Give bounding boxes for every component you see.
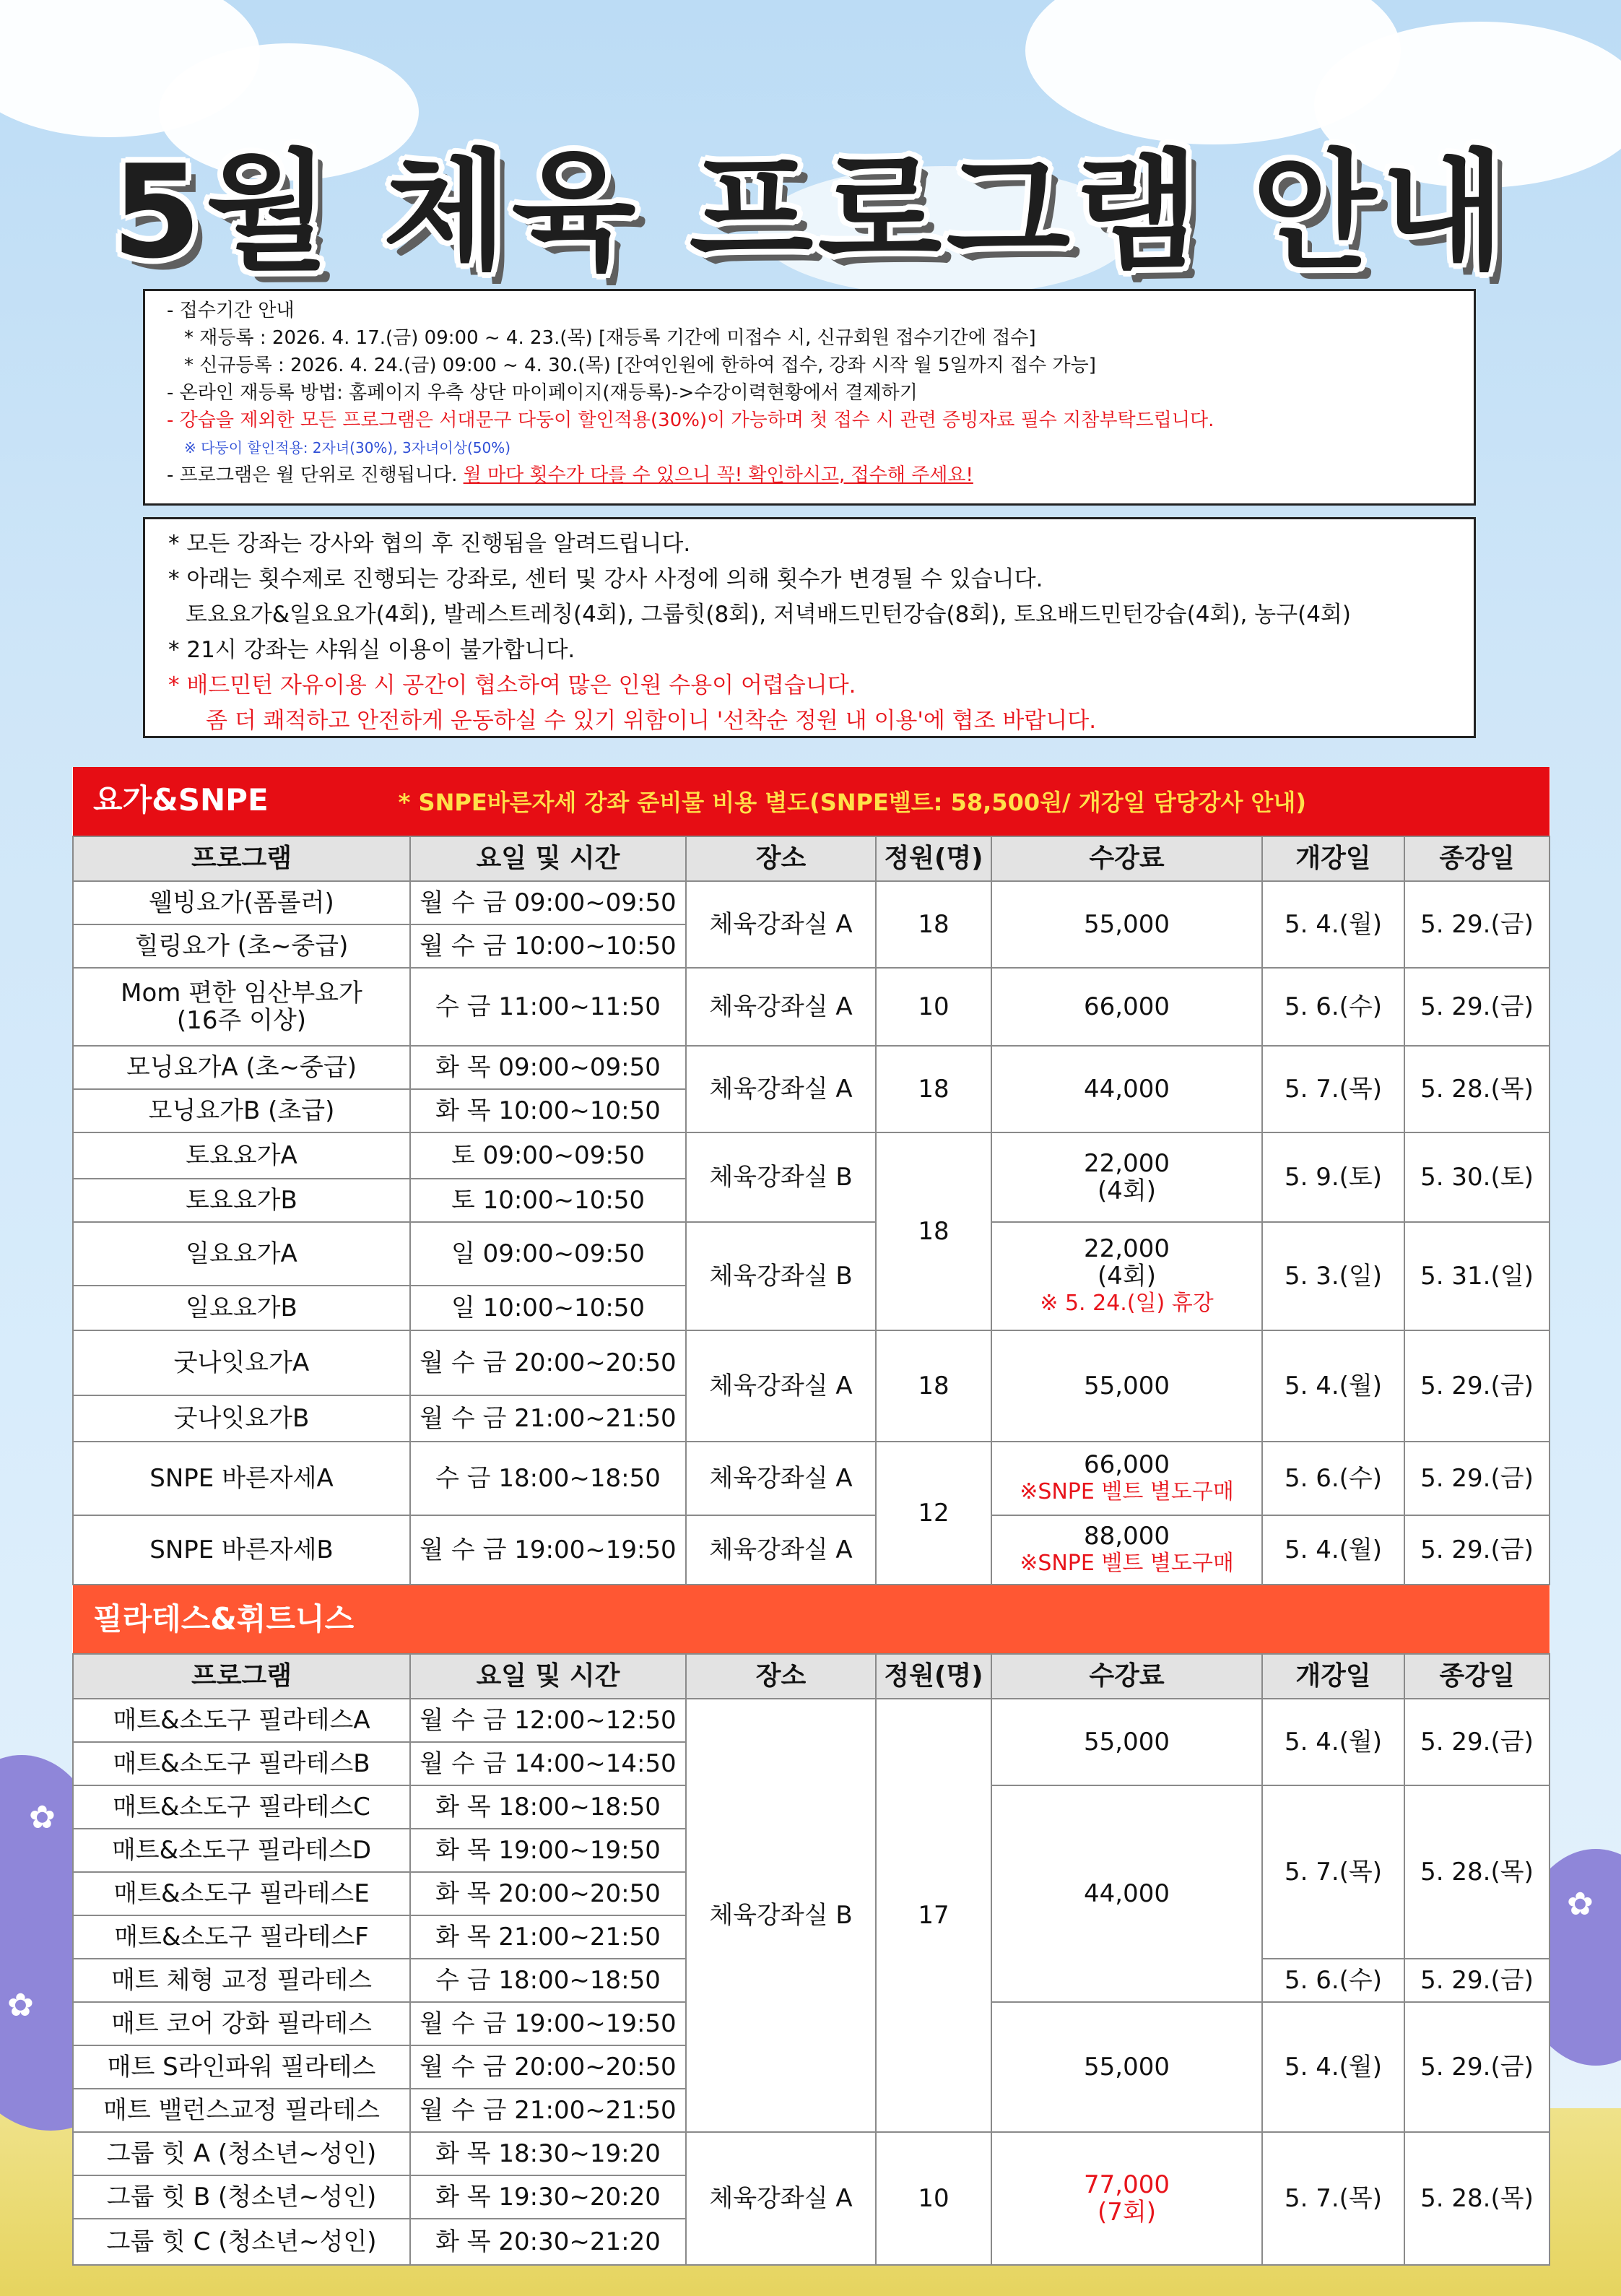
place: 체육강좌실 B <box>686 1699 876 2132</box>
place: 체육강좌실 A <box>686 1515 876 1585</box>
program-name: 매트 체형 교정 필라테스 <box>73 1959 410 2002</box>
column-header: 요일 및 시간 <box>410 836 686 881</box>
flower-icon: ✿ <box>29 1799 56 1836</box>
program-name: 일요요가B <box>73 1286 410 1330</box>
program-notice <box>143 517 1476 738</box>
fee <box>991 1515 1262 1585</box>
end-date: 5. 29.(금) <box>1404 1330 1550 1442</box>
start-date: 5. 7.(목) <box>1262 1785 1404 1959</box>
table-row <box>73 968 1550 1046</box>
fee: 55,000 <box>991 881 1262 968</box>
capacity: 17 <box>876 1699 991 2132</box>
start-date: 5. 3.(일) <box>1262 1222 1404 1330</box>
program-name: 일요요가A <box>73 1222 410 1286</box>
place: 체육강좌실 B <box>686 1222 876 1330</box>
column-header: 개강일 <box>1262 1654 1404 1699</box>
schedule-table <box>72 767 1550 2266</box>
flower-icon: ✿ <box>1567 1886 1594 1923</box>
fee-note: ※SNPE 벨트 별도구매 <box>1020 1479 1234 1504</box>
program-name: 매트&소도구 필라테스F <box>73 1915 410 1959</box>
end-date: 5. 29.(금) <box>1404 2002 1550 2132</box>
registration-notice <box>143 289 1476 506</box>
program-name: 굿나잇요가A <box>73 1330 410 1395</box>
end-date: 5. 28.(목) <box>1404 1785 1550 1959</box>
notice-line: * 아래는 횟수제로 진행되는 강좌로, 센터 및 강사 사정에 의해 횟수가 변경될 수 있습니다. <box>168 566 1043 592</box>
table-row <box>73 2132 1550 2175</box>
fee-line: 66,000 <box>1084 1450 1170 1479</box>
program-name: 그룹 힛 C (청소년~성인) <box>73 2219 410 2265</box>
schedule-time: 화 목 18:00~18:50 <box>410 1785 686 1829</box>
program-name: 매트&소도구 필라테스C <box>73 1785 410 1829</box>
start-date: 5. 6.(수) <box>1262 1959 1404 2002</box>
program-name: 모닝요가B (초급) <box>73 1089 410 1132</box>
schedule-time: 수 금 18:00~18:50 <box>410 1442 686 1515</box>
schedule-time: 월 수 금 19:00~19:50 <box>410 1515 686 1585</box>
end-date: 5. 28.(목) <box>1404 2132 1550 2265</box>
start-date: 5. 4.(월) <box>1262 1699 1404 1785</box>
fee-line: 22,000 <box>1084 1234 1170 1263</box>
place: 체육강좌실 A <box>686 1046 876 1132</box>
program-name: 힐링요가 (초~중급) <box>73 924 410 968</box>
program-name: 매트 코어 강화 필라테스 <box>73 2002 410 2045</box>
schedule-time: 월 수 금 12:00~12:50 <box>410 1699 686 1742</box>
program-name <box>73 968 410 1046</box>
program-name: 매트&소도구 필라테스B <box>73 1742 410 1785</box>
table-header-row <box>73 836 1550 881</box>
notice-highlight: 월 마다 횟수가 다를 수 있으니 꼭! 확인하시고, 접수해 주세요! <box>463 464 973 486</box>
column-header: 프로그램 <box>73 836 410 881</box>
fee-line: 88,000 <box>1084 1522 1170 1551</box>
notice-line <box>167 462 1452 489</box>
notice-line: * 재등록 : 2026. 4. 17.(금) 09:00 ~ 4. 23.(목) [재등록 기간에 미접수 시, 신규회원 접수기간에 접수] <box>184 327 1036 349</box>
fee: 66,000 <box>991 968 1262 1046</box>
section-title: 요가&SNPE <box>93 782 269 818</box>
table-row <box>73 1699 1550 1742</box>
column-header: 종강일 <box>1404 1654 1550 1699</box>
table-row <box>73 1515 1550 1585</box>
program-name: 그룹 힛 B (청소년~성인) <box>73 2175 410 2219</box>
start-date: 5. 4.(월) <box>1262 2002 1404 2132</box>
table-row <box>73 1442 1550 1515</box>
start-date: 5. 7.(목) <box>1262 2132 1404 2265</box>
fee <box>991 2132 1262 2265</box>
table-row <box>73 881 1550 924</box>
fee-line: (4회) <box>1097 1177 1156 1205</box>
fee: 55,000 <box>991 2002 1262 2132</box>
column-header: 장소 <box>686 836 876 881</box>
end-date: 5. 31.(일) <box>1404 1222 1550 1330</box>
program-name: 매트 밸런스교정 필라테스 <box>73 2089 410 2132</box>
column-header: 개강일 <box>1262 836 1404 881</box>
program-name: 웰빙요가(폼롤러) <box>73 881 410 924</box>
schedule-time: 화 목 19:30~20:20 <box>410 2175 686 2219</box>
fee <box>991 1222 1262 1330</box>
notice-line: * 모든 강좌는 강사와 협의 후 진행됨을 알려드립니다. <box>168 531 691 557</box>
program-name-line: Mom 편한 임산부요가 <box>121 979 362 1008</box>
capacity: 18 <box>876 1132 991 1330</box>
program-name: 매트&소도구 필라테스A <box>73 1699 410 1742</box>
fee <box>991 1442 1262 1515</box>
place: 체육강좌실 A <box>686 1442 876 1515</box>
program-name: 매트 S라인파워 필라테스 <box>73 2045 410 2089</box>
column-header: 프로그램 <box>73 1654 410 1699</box>
schedule-time: 화 목 21:00~21:50 <box>410 1915 686 1959</box>
fee-line: (4회) <box>1097 1262 1156 1291</box>
capacity: 18 <box>876 881 991 968</box>
end-date: 5. 30.(토) <box>1404 1132 1550 1222</box>
start-date: 5. 7.(목) <box>1262 1046 1404 1132</box>
schedule-time: 화 목 20:30~21:20 <box>410 2219 686 2265</box>
place: 체육강좌실 A <box>686 2132 876 2265</box>
column-header: 정원(명) <box>876 836 991 881</box>
end-date: 5. 29.(금) <box>1404 968 1550 1046</box>
notice-line: * 신규등록 : 2026. 4. 24.(금) 09:00 ~ 4. 30.(목) [잔여인원에 한하여 접수, 강좌 시작 월 5일까지 접수 가능] <box>184 355 1096 376</box>
program-name: 매트&소도구 필라테스E <box>73 1872 410 1915</box>
schedule-time: 토 10:00~10:50 <box>410 1179 686 1222</box>
notice-line: * 21시 강좌는 샤워실 이용이 불가합니다. <box>168 637 575 663</box>
schedule-time: 토 09:00~09:50 <box>410 1132 686 1179</box>
notice-line: 토요요가&일요요가(4회), 발레스트레칭(4회), 그룹힛(8회), 저녁배드민턴강습(8회), 토요배드민턴강습(4회), 농구(4회) <box>186 602 1351 628</box>
end-date: 5. 29.(금) <box>1404 1959 1550 2002</box>
start-date: 5. 9.(토) <box>1262 1132 1404 1222</box>
column-header: 장소 <box>686 1654 876 1699</box>
table-header-row <box>73 1654 1550 1699</box>
place: 체육강좌실 A <box>686 881 876 968</box>
page-title: 5월 체육 프로그램 안내 <box>111 137 1510 287</box>
section-title: 필라테스&휘트니스 <box>93 1601 355 1637</box>
end-date: 5. 28.(목) <box>1404 1046 1550 1132</box>
schedule-time: 수 금 11:00~11:50 <box>410 968 686 1046</box>
end-date: 5. 29.(금) <box>1404 1699 1550 1785</box>
schedule-time: 월 수 금 19:00~19:50 <box>410 2002 686 2045</box>
capacity: 18 <box>876 1330 991 1442</box>
schedule-time: 화 목 18:30~19:20 <box>410 2132 686 2175</box>
program-name: 모닝요가A (초~중급) <box>73 1046 410 1089</box>
capacity: 10 <box>876 2132 991 2265</box>
notice-text: - 프로그램은 월 단위로 진행됩니다. <box>167 464 464 486</box>
column-header: 수강료 <box>991 836 1262 881</box>
schedule-time: 월 수 금 20:00~20:50 <box>410 1330 686 1395</box>
program-name: 토요요가B <box>73 1179 410 1222</box>
fee-note: ※SNPE 벨트 별도구매 <box>1020 1551 1234 1576</box>
program-name: 매트&소도구 필라테스D <box>73 1829 410 1872</box>
fee-line: 77,000 <box>1084 2170 1170 2199</box>
column-header: 종강일 <box>1404 836 1550 881</box>
place: 체육강좌실 A <box>686 1330 876 1442</box>
start-date: 5. 4.(월) <box>1262 881 1404 968</box>
place: 체육강좌실 A <box>686 968 876 1046</box>
fee-line: 22,000 <box>1084 1149 1170 1178</box>
schedule-time: 월 수 금 20:00~20:50 <box>410 2045 686 2089</box>
schedule-time: 화 목 20:00~20:50 <box>410 1872 686 1915</box>
capacity: 10 <box>876 968 991 1046</box>
fee: 44,000 <box>991 1785 1262 2002</box>
schedule-time: 월 수 금 09:00~09:50 <box>410 881 686 924</box>
program-name: 토요요가A <box>73 1132 410 1179</box>
column-header: 수강료 <box>991 1654 1262 1699</box>
notice-line: * 배드민턴 자유이용 시 공간이 협소하여 많은 인원 수용이 어렵습니다. <box>168 672 856 698</box>
start-date: 5. 6.(수) <box>1262 968 1404 1046</box>
schedule-time: 월 수 금 10:00~10:50 <box>410 924 686 968</box>
column-header: 정원(명) <box>876 1654 991 1699</box>
schedule-time: 일 10:00~10:50 <box>410 1286 686 1330</box>
table-row <box>73 1222 1550 1286</box>
table-row <box>73 1046 1550 1089</box>
start-date: 5. 6.(수) <box>1262 1442 1404 1515</box>
fee: 44,000 <box>991 1046 1262 1132</box>
column-header: 요일 및 시간 <box>410 1654 686 1699</box>
fee: 55,000 <box>991 1330 1262 1442</box>
end-date: 5. 29.(금) <box>1404 1442 1550 1515</box>
program-name: 그룹 힛 A (청소년~성인) <box>73 2132 410 2175</box>
capacity: 18 <box>876 1046 991 1132</box>
notice-line: 좀 더 쾌적하고 안전하게 운동하실 수 있기 위함이니 '선착순 정원 내 이용'에 협조 바랍니다. <box>206 708 1097 734</box>
fee: 55,000 <box>991 1699 1262 1785</box>
section-header-pilates <box>73 1585 1550 1654</box>
schedule-time: 월 수 금 21:00~21:50 <box>410 1395 686 1442</box>
schedule-time: 화 목 19:00~19:50 <box>410 1829 686 1872</box>
program-name: 굿나잇요가B <box>73 1395 410 1442</box>
fee-note: ※ 5. 24.(일) 휴강 <box>1040 1291 1214 1316</box>
place: 체육강좌실 B <box>686 1132 876 1222</box>
end-date: 5. 29.(금) <box>1404 1515 1550 1585</box>
schedule-time: 월 수 금 14:00~14:50 <box>410 1742 686 1785</box>
notice-line: - 접수기간 안내 <box>167 300 295 321</box>
schedule-time: 일 09:00~09:50 <box>410 1222 686 1286</box>
program-name-line: (16주 이상) <box>176 1006 307 1035</box>
start-date: 5. 4.(월) <box>1262 1330 1404 1442</box>
schedule-time: 화 목 10:00~10:50 <box>410 1089 686 1132</box>
notice-line: ※ 다둥이 할인적용: 2자녀(30%), 3자녀이상(50%) <box>184 439 511 456</box>
fee <box>991 1132 1262 1222</box>
start-date: 5. 4.(월) <box>1262 1515 1404 1585</box>
table-row <box>73 1330 1550 1395</box>
program-name: SNPE 바른자세B <box>73 1515 410 1585</box>
notice-line: - 온라인 재등록 방법: 홈페이지 우측 상단 마이페이지(재등록)->수강이력현황에서 결제하기 <box>167 382 918 404</box>
section-note: * SNPE바른자세 강좌 준비물 비용 별도(SNPE벨트: 58,500원/ 개강일 담당강사 안내) <box>398 789 1306 816</box>
flower-icon: ✿ <box>7 1987 34 2024</box>
schedule-time: 수 금 18:00~18:50 <box>410 1959 686 2002</box>
section-header-yoga <box>73 767 1550 836</box>
fee-line: (7회) <box>1097 2198 1156 2227</box>
notice-line: - 강습을 제외한 모든 프로그램은 서대문구 다둥이 할인적용(30%)이 가능하며 첫 접수 시 관련 증빙자료 필수 지참부탁드립니다. <box>167 410 1214 431</box>
schedule-time: 화 목 09:00~09:50 <box>410 1046 686 1089</box>
capacity: 12 <box>876 1442 991 1585</box>
end-date: 5. 29.(금) <box>1404 881 1550 968</box>
schedule-time: 월 수 금 21:00~21:50 <box>410 2089 686 2132</box>
table-row <box>73 1132 1550 1179</box>
program-name: SNPE 바른자세A <box>73 1442 410 1515</box>
